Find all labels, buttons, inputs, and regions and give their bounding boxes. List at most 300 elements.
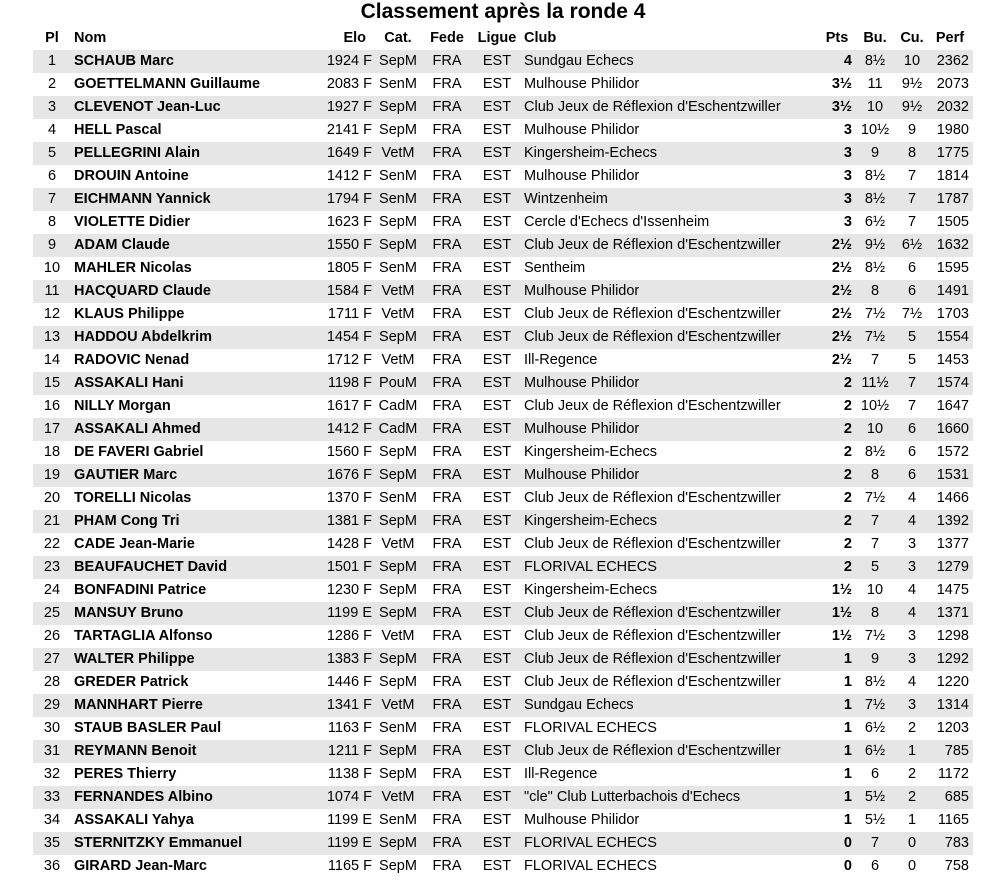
cell-club: Mulhouse Philidor — [524, 76, 640, 92]
cell-cat: SepM — [379, 858, 417, 874]
header-pts: Pts — [825, 30, 849, 46]
cell-pts: 2 — [843, 421, 852, 437]
cell-elo: 1794 F — [326, 191, 372, 207]
cell-cu: 2 — [907, 766, 917, 782]
cell-ligue: EST — [482, 743, 512, 759]
table-row — [33, 694, 973, 717]
table-row — [33, 326, 973, 349]
cell-cat: SepM — [379, 329, 417, 345]
cell-bu: 10 — [866, 421, 884, 437]
cell-cat: SepM — [379, 467, 417, 483]
cell-cu: 10 — [903, 53, 921, 69]
cell-pl: 2 — [47, 76, 57, 92]
cell-nom: MANNHART Pierre — [74, 697, 203, 713]
cell-fede: FRA — [432, 720, 462, 736]
cell-perf: 1491 — [936, 283, 969, 299]
cell-club: "cle" Club Lutterbachois d'Echecs — [524, 789, 741, 805]
cell-pts: 1 — [843, 766, 852, 782]
cell-elo: 1381 F — [326, 513, 372, 529]
cell-fede: FRA — [432, 651, 462, 667]
cell-cu: 0 — [907, 835, 917, 851]
cell-bu: 8½ — [864, 168, 886, 184]
cell-pl: 28 — [43, 674, 61, 690]
cell-perf: 1377 — [936, 536, 969, 552]
header-club: Club — [524, 30, 557, 46]
cell-club: Ill-Regence — [524, 766, 598, 782]
table-row — [33, 142, 973, 165]
cell-ligue: EST — [482, 582, 512, 598]
cell-nom: NILLY Morgan — [74, 398, 171, 414]
cell-ligue: EST — [482, 168, 512, 184]
cell-cu: 3 — [907, 559, 917, 575]
cell-nom: GOETTELMANN Guillaume — [74, 76, 261, 92]
cell-bu: 9 — [870, 651, 880, 667]
cell-ligue: EST — [482, 766, 512, 782]
cell-ligue: EST — [482, 858, 512, 874]
cell-pts: 0 — [843, 835, 852, 851]
cell-pl: 34 — [43, 812, 61, 828]
cell-cu: 4 — [907, 582, 917, 598]
cell-club: Mulhouse Philidor — [524, 467, 640, 483]
cell-elo: 1446 F — [326, 674, 372, 690]
cell-pl: 3 — [47, 99, 57, 115]
cell-cu: 7 — [907, 214, 917, 230]
cell-pl: 1 — [47, 53, 57, 69]
cell-elo: 1676 F — [326, 467, 372, 483]
cell-club: Club Jeux de Réflexion d'Eschentzwiller — [524, 237, 781, 253]
cell-elo: 1230 F — [326, 582, 372, 598]
cell-ligue: EST — [482, 651, 512, 667]
cell-bu: 10½ — [860, 398, 890, 414]
header-cat: Cat. — [384, 30, 412, 46]
cell-pts: 0 — [843, 858, 852, 874]
header-nom: Nom — [74, 30, 107, 46]
table-row — [33, 349, 973, 372]
cell-fede: FRA — [432, 306, 462, 322]
cell-club: Sundgau Echecs — [524, 697, 634, 713]
cell-fede: FRA — [432, 145, 462, 161]
cell-pts: 1 — [843, 720, 852, 736]
cell-cat: VetM — [381, 352, 415, 368]
cell-club: Cercle d'Echecs d'Issenheim — [524, 214, 710, 230]
cell-cat: SenM — [379, 168, 417, 184]
cell-club: Kingersheim-Echecs — [524, 145, 657, 161]
cell-cu: 7½ — [901, 306, 923, 322]
cell-nom: STERNITZKY Emmanuel — [74, 835, 243, 851]
cell-nom: ASSAKALI Ahmed — [74, 421, 201, 437]
cell-perf: 1554 — [936, 329, 969, 345]
cell-perf: 1453 — [936, 352, 969, 368]
cell-cu: 7 — [907, 375, 917, 391]
cell-elo: 1623 F — [326, 214, 372, 230]
cell-ligue: EST — [482, 789, 512, 805]
cell-pl: 27 — [43, 651, 61, 667]
cell-ligue: EST — [482, 53, 512, 69]
cell-pl: 31 — [43, 743, 61, 759]
cell-club: Ill-Regence — [524, 352, 598, 368]
cell-bu: 11½ — [861, 375, 889, 391]
cell-fede: FRA — [432, 674, 462, 690]
cell-ligue: EST — [482, 490, 512, 506]
cell-pl: 6 — [47, 168, 57, 184]
cell-nom: MAHLER Nicolas — [74, 260, 192, 276]
cell-cu: 5 — [907, 329, 917, 345]
cell-ligue: EST — [482, 444, 512, 460]
cell-club: Kingersheim-Echecs — [524, 444, 657, 460]
cell-bu: 6½ — [864, 214, 886, 230]
table-row — [33, 855, 973, 878]
table-row — [33, 257, 973, 280]
cell-fede: FRA — [432, 375, 462, 391]
cell-bu: 9½ — [864, 237, 886, 253]
cell-elo: 1074 F — [326, 789, 372, 805]
cell-pts: 2 — [843, 398, 852, 414]
cell-nom: PELLEGRINI Alain — [74, 145, 200, 161]
cell-perf: 1572 — [936, 444, 969, 460]
cell-fede: FRA — [432, 559, 462, 575]
header-fede: Fede — [430, 30, 464, 46]
cell-nom: PHAM Cong Tri — [74, 513, 180, 529]
cell-pl: 19 — [43, 467, 61, 483]
cell-club: Mulhouse Philidor — [524, 375, 640, 391]
cell-bu: 7½ — [864, 329, 886, 345]
cell-nom: REYMANN Benoit — [74, 743, 197, 759]
cell-club: Club Jeux de Réflexion d'Eschentzwiller — [524, 743, 781, 759]
table-row — [33, 740, 973, 763]
table-row — [33, 96, 973, 119]
cell-pts: 1½ — [831, 628, 852, 644]
cell-ligue: EST — [482, 697, 512, 713]
cell-elo: 1199 E — [327, 812, 372, 828]
cell-ligue: EST — [482, 605, 512, 621]
cell-perf: 1371 — [936, 605, 969, 621]
cell-cat: VetM — [381, 789, 415, 805]
cell-cat: SepM — [379, 674, 417, 690]
cell-bu: 8½ — [864, 674, 886, 690]
cell-cu: 6 — [907, 467, 917, 483]
cell-pl: 29 — [43, 697, 61, 713]
header-bu: Bu. — [863, 30, 887, 46]
cell-fede: FRA — [432, 513, 462, 529]
cell-perf: 1980 — [936, 122, 969, 138]
cell-elo: 1454 F — [326, 329, 372, 345]
cell-ligue: EST — [482, 720, 512, 736]
cell-pts: 1 — [843, 674, 852, 690]
cell-fede: FRA — [432, 260, 462, 276]
cell-club: Mulhouse Philidor — [524, 168, 640, 184]
cell-pts: 2 — [843, 513, 852, 529]
cell-pl: 26 — [43, 628, 61, 644]
cell-cat: SepM — [379, 99, 417, 115]
cell-cat: VetM — [381, 628, 415, 644]
cell-elo: 1199 E — [327, 605, 372, 621]
cell-bu: 10 — [866, 582, 884, 598]
cell-elo: 1163 F — [327, 720, 372, 736]
cell-cat: SenM — [379, 490, 417, 506]
cell-pl: 4 — [47, 122, 57, 138]
cell-fede: FRA — [432, 237, 462, 253]
cell-bu: 8½ — [864, 444, 886, 460]
cell-bu: 8 — [870, 605, 880, 621]
cell-pl: 5 — [47, 145, 57, 161]
cell-bu: 7 — [870, 352, 880, 368]
table-row — [33, 510, 973, 533]
page-title: Classement après la ronde 4 — [360, 0, 646, 23]
cell-perf: 785 — [944, 743, 969, 759]
cell-nom: HADDOU Abdelkrim — [74, 329, 213, 345]
cell-fede: FRA — [432, 605, 462, 621]
cell-nom: MANSUY Bruno — [74, 605, 184, 621]
cell-nom: WALTER Philippe — [74, 651, 195, 667]
cell-cat: SepM — [379, 122, 417, 138]
cell-bu: 7½ — [864, 697, 886, 713]
cell-nom: HACQUARD Claude — [74, 283, 211, 299]
cell-elo: 1412 F — [326, 421, 372, 437]
cell-ligue: EST — [482, 122, 512, 138]
cell-fede: FRA — [432, 191, 462, 207]
cell-club: Club Jeux de Réflexion d'Eschentzwiller — [524, 651, 781, 667]
table-row — [33, 464, 973, 487]
cell-nom: FERNANDES Albino — [74, 789, 213, 805]
cell-club: FLORIVAL ECHECS — [524, 858, 657, 874]
table-row — [33, 165, 973, 188]
cell-elo: 2083 F — [326, 76, 372, 92]
table-row — [33, 372, 973, 395]
cell-pl: 22 — [43, 536, 61, 552]
cell-nom: GREDER Patrick — [74, 674, 189, 690]
cell-cu: 6 — [907, 421, 917, 437]
cell-pts: 3 — [843, 214, 852, 230]
cell-perf: 2032 — [936, 99, 969, 115]
cell-fede: FRA — [432, 76, 462, 92]
table-row — [33, 786, 973, 809]
cell-elo: 1370 F — [326, 490, 372, 506]
cell-cat: SepM — [379, 605, 417, 621]
cell-cat: SepM — [379, 743, 417, 759]
cell-cat: CadM — [378, 398, 418, 414]
cell-ligue: EST — [482, 76, 512, 92]
cell-cu: 5 — [907, 352, 917, 368]
cell-pl: 14 — [43, 352, 61, 368]
cell-fede: FRA — [432, 53, 462, 69]
cell-pl: 33 — [43, 789, 61, 805]
cell-bu: 7½ — [864, 490, 886, 506]
cell-ligue: EST — [482, 421, 512, 437]
table-row — [33, 280, 973, 303]
cell-cat: SepM — [379, 651, 417, 667]
cell-nom: CLEVENOT Jean-Luc — [74, 99, 221, 115]
cell-bu: 7 — [870, 835, 880, 851]
cell-cu: 2 — [907, 720, 917, 736]
standings-table — [33, 27, 973, 878]
cell-pts: 2 — [843, 536, 852, 552]
cell-pts: 3 — [843, 145, 852, 161]
cell-nom: TORELLI Nicolas — [74, 490, 192, 506]
cell-fede: FRA — [432, 352, 462, 368]
cell-fede: FRA — [432, 122, 462, 138]
table-row — [33, 533, 973, 556]
cell-cat: VetM — [381, 697, 415, 713]
cell-perf: 1595 — [936, 260, 969, 276]
cell-elo: 1805 F — [326, 260, 372, 276]
cell-perf: 1172 — [937, 766, 969, 782]
cell-cat: SenM — [379, 260, 417, 276]
cell-fede: FRA — [432, 835, 462, 851]
cell-cat: SenM — [379, 812, 417, 828]
cell-bu: 9 — [870, 145, 880, 161]
table-row — [33, 418, 973, 441]
cell-bu: 8 — [870, 283, 880, 299]
cell-pts: 3½ — [831, 76, 852, 92]
cell-pl: 10 — [43, 260, 61, 276]
cell-pts: 4 — [843, 53, 852, 69]
cell-cu: 4 — [907, 490, 917, 506]
cell-fede: FRA — [432, 444, 462, 460]
cell-cat: SepM — [379, 444, 417, 460]
table-row — [33, 73, 973, 96]
cell-club: Mulhouse Philidor — [524, 122, 640, 138]
cell-perf: 1787 — [936, 191, 969, 207]
cell-pts: 2½ — [831, 306, 852, 322]
cell-cu: 3 — [907, 697, 917, 713]
cell-nom: ASSAKALI Hani — [74, 375, 184, 391]
cell-cat: SepM — [379, 53, 417, 69]
cell-bu: 7 — [870, 513, 880, 529]
cell-bu: 11 — [867, 76, 883, 92]
cell-bu: 5½ — [864, 789, 886, 805]
table-row — [33, 579, 973, 602]
table-row — [33, 717, 973, 740]
cell-perf: 1632 — [936, 237, 969, 253]
cell-pl: 12 — [43, 306, 61, 322]
table-row — [33, 602, 973, 625]
cell-club: Club Jeux de Réflexion d'Eschentzwiller — [524, 536, 781, 552]
header-elo: Elo — [343, 30, 366, 46]
header-ligue: Ligue — [477, 30, 517, 46]
cell-elo: 1924 F — [326, 53, 372, 69]
cell-pl: 21 — [43, 513, 61, 529]
cell-pts: 2 — [843, 559, 852, 575]
cell-ligue: EST — [482, 260, 512, 276]
cell-pl: 15 — [43, 375, 61, 391]
cell-perf: 1298 — [936, 628, 969, 644]
cell-pts: 2 — [843, 375, 852, 391]
cell-cat: SenM — [379, 76, 417, 92]
cell-pts: 2 — [843, 444, 852, 460]
cell-nom: BONFADINI Patrice — [74, 582, 207, 598]
cell-cat: VetM — [381, 283, 415, 299]
cell-fede: FRA — [432, 421, 462, 437]
cell-cat: SepM — [379, 835, 417, 851]
cell-elo: 1649 F — [326, 145, 372, 161]
cell-nom: ADAM Claude — [74, 237, 170, 253]
cell-nom: GIRARD Jean-Marc — [74, 858, 207, 874]
cell-cu: 6 — [907, 283, 917, 299]
cell-club: Kingersheim-Echecs — [524, 582, 657, 598]
cell-perf: 1392 — [936, 513, 969, 529]
cell-nom: EICHMANN Yannick — [74, 191, 211, 207]
cell-bu: 7½ — [864, 306, 886, 322]
cell-bu: 8 — [870, 467, 880, 483]
cell-bu: 8½ — [864, 191, 886, 207]
cell-fede: FRA — [432, 329, 462, 345]
cell-perf: 1466 — [936, 490, 969, 506]
cell-nom: STAUB BASLER Paul — [74, 720, 222, 736]
cell-pl: 24 — [43, 582, 61, 598]
cell-bu: 6 — [870, 766, 880, 782]
cell-nom: DROUIN Antoine — [74, 168, 189, 184]
table-row — [33, 234, 973, 257]
cell-ligue: EST — [482, 214, 512, 230]
cell-fede: FRA — [432, 858, 462, 874]
cell-perf: 1203 — [936, 720, 969, 736]
cell-pts: 1 — [843, 743, 852, 759]
cell-elo: 1138 F — [327, 766, 372, 782]
cell-cu: 2 — [907, 789, 917, 805]
cell-cat: SenM — [379, 191, 417, 207]
cell-perf: 758 — [944, 858, 969, 874]
cell-ligue: EST — [482, 237, 512, 253]
cell-club: Mulhouse Philidor — [524, 812, 640, 828]
cell-perf: 2073 — [936, 76, 969, 92]
cell-perf: 1314 — [936, 697, 969, 713]
cell-fede: FRA — [432, 789, 462, 805]
cell-fede: FRA — [432, 628, 462, 644]
cell-ligue: EST — [482, 628, 512, 644]
cell-cat: SepM — [379, 214, 417, 230]
cell-cat: SepM — [379, 582, 417, 598]
cell-bu: 10½ — [860, 122, 890, 138]
cell-club: Sundgau Echecs — [524, 53, 634, 69]
cell-elo: 1550 F — [326, 237, 372, 253]
cell-ligue: EST — [482, 283, 512, 299]
cell-nom: BEAUFAUCHET David — [74, 559, 228, 575]
cell-elo: 1711 F — [327, 306, 372, 322]
cell-pl: 16 — [43, 398, 61, 414]
table-row — [33, 211, 973, 234]
table-row — [33, 809, 973, 832]
cell-fede: FRA — [432, 467, 462, 483]
cell-club: Mulhouse Philidor — [524, 421, 640, 437]
cell-cat: SepM — [379, 237, 417, 253]
cell-pl: 7 — [47, 191, 57, 207]
cell-elo: 1198 F — [327, 375, 372, 391]
cell-club: FLORIVAL ECHECS — [524, 720, 657, 736]
cell-fede: FRA — [432, 214, 462, 230]
cell-ligue: EST — [482, 513, 512, 529]
cell-bu: 7 — [870, 536, 880, 552]
cell-cu: 1 — [907, 812, 917, 828]
cell-elo: 1165 F — [327, 858, 372, 874]
cell-pts: 3 — [843, 191, 852, 207]
cell-elo: 1501 F — [326, 559, 372, 575]
table-row — [33, 832, 973, 855]
cell-club: Club Jeux de Réflexion d'Eschentzwiller — [524, 490, 781, 506]
cell-fede: FRA — [432, 743, 462, 759]
cell-cat: SepM — [379, 559, 417, 575]
cell-pl: 8 — [47, 214, 57, 230]
table-row — [33, 648, 973, 671]
cell-elo: 1211 F — [327, 743, 372, 759]
header-pl: Pl — [45, 30, 59, 46]
cell-ligue: EST — [482, 559, 512, 575]
table-row — [33, 487, 973, 510]
cell-perf: 1814 — [936, 168, 969, 184]
cell-perf: 1531 — [936, 467, 969, 483]
cell-bu: 6½ — [864, 720, 886, 736]
cell-elo: 1584 F — [326, 283, 372, 299]
cell-cu: 3 — [907, 536, 917, 552]
